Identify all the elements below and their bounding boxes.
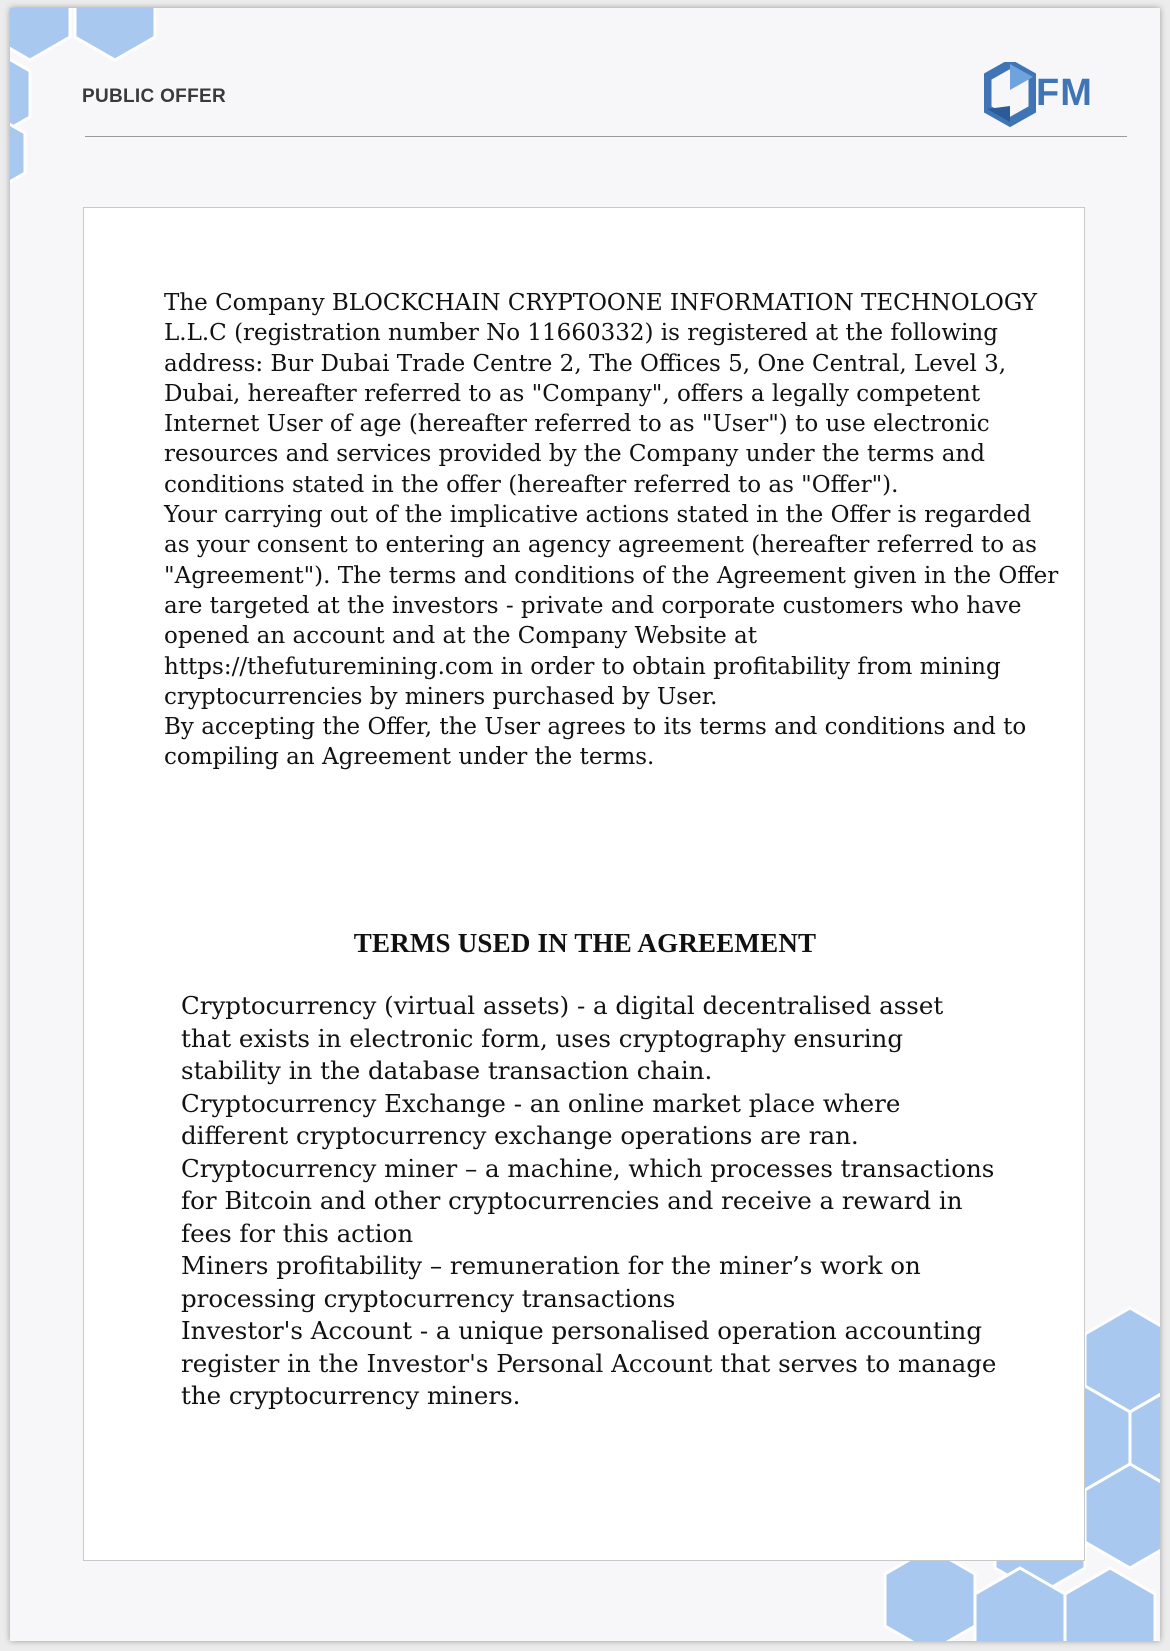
- decor-hexagon: [10, 8, 70, 60]
- terms-list: [181, 990, 1001, 1413]
- company-logo: [984, 58, 1114, 132]
- intro-text: [164, 288, 1059, 773]
- term-item: Cryptocurrency Exchange - an online market place where different cryptocurrency exchange operations are ran.: [181, 1088, 901, 1150]
- document-page: [10, 8, 1160, 1641]
- section-heading: TERMS USED IN THE AGREEMENT: [353, 928, 817, 958]
- hexagon-logo-icon: [984, 62, 1036, 128]
- content-frame: [83, 207, 1085, 1561]
- decor-hexagon: [885, 1548, 975, 1641]
- logo-text: FM: [1036, 72, 1093, 114]
- term-item: Cryptocurrency (virtual assets) - a digital decentralised asset that exists in electronic form, uses cryptography ensuring stability in the database transaction chain.: [181, 991, 944, 1085]
- intro-paragraph: Your carrying out of the implicative actions stated in the Offer is regarded as your consent to entering an agency agreement (hereafter referred to as "Agreement"). The terms and conditions of the Agreement given in the Offer are targeted at the investors - private and corporate customers who have opened an account and at the Company Website at https://thefuturemining.com in order to obtain profitability from mining cryptocurrencies by miners purchased by User.: [164, 502, 1059, 710]
- term-item: Investor's Account - a unique personalised operation accounting register in the Investor's Personal Account that serves to manage the cryptocurrency miners.: [181, 1316, 997, 1410]
- decor-hexagon: [75, 8, 155, 60]
- document-title: PUBLIC OFFER: [82, 86, 226, 107]
- decor-hexagon: [1065, 1568, 1155, 1641]
- header-divider: [85, 136, 1127, 137]
- term-item: Miners profitability – remuneration for the miner’s work on processing cryptocurrency transactions: [181, 1251, 921, 1313]
- term-item: Cryptocurrency miner – a machine, which processes transactions for Bitcoin and other cryptocurrencies and receive a reward in fees for this action: [181, 1153, 995, 1248]
- intro-paragraph: By accepting the Offer, the User agrees to its terms and conditions and to compiling an Agreement under the terms.: [164, 714, 1027, 771]
- intro-paragraph: The Company BLOCKCHAIN CRYPTOONE INFORMATION TECHNOLOGY L.L.C (registration number No 11660332) is registered at the following address: Bur Dubai Trade Centre 2, The Offices 5, One Central, Level 3, Dubai, hereafter referred to as "Company", offers a legally competent Internet User of age (hereafter referred to as "User") to use electronic resources and services provided by the Company under the terms and conditions stated in the offer (hereafter referred to as "Offer").: [164, 290, 1038, 498]
